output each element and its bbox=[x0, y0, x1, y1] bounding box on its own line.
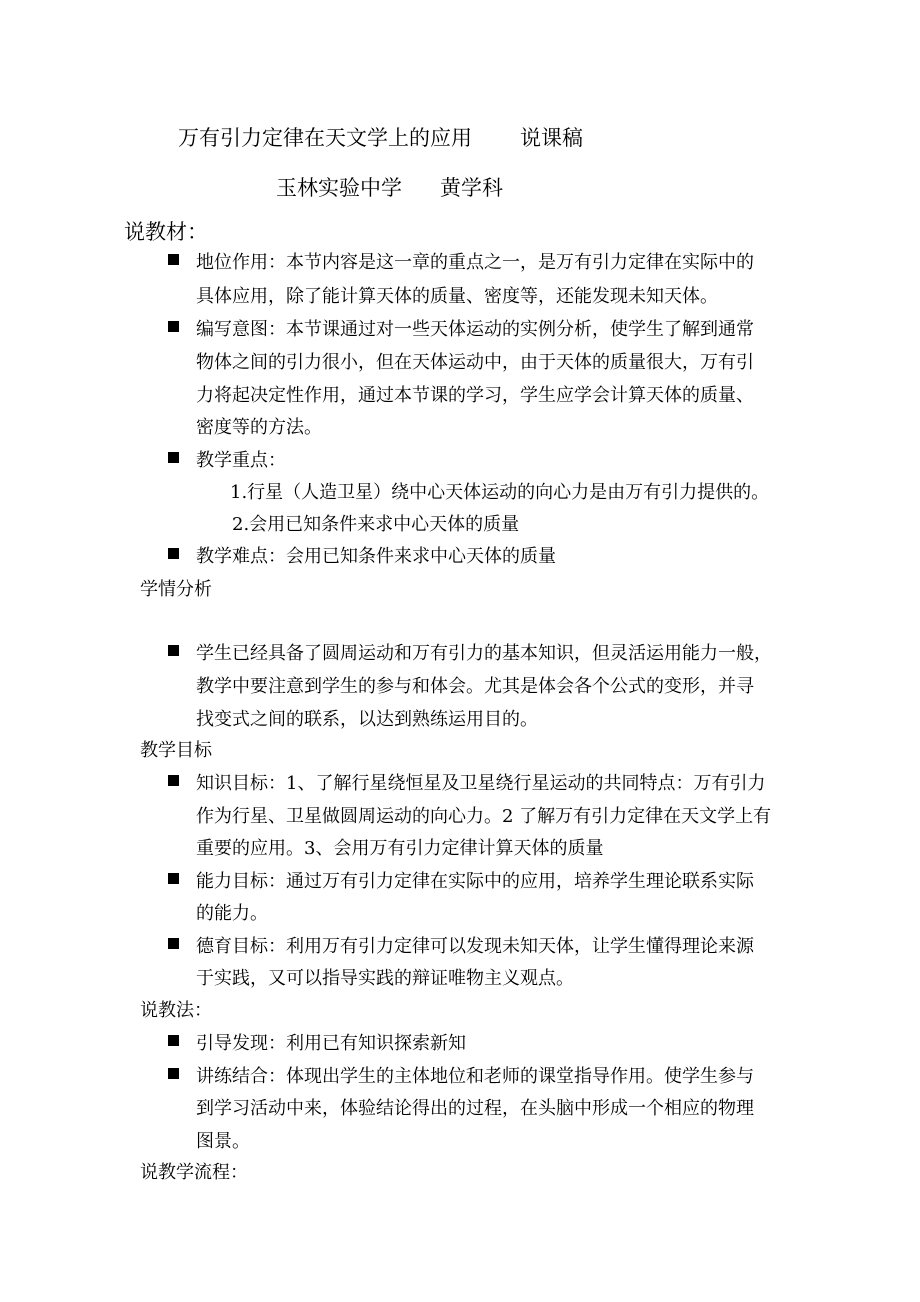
square-bullet-icon bbox=[168, 321, 179, 332]
goals-knowledge-line-3: 重要的应用。3、会用万有引力定律计算天体的质量 bbox=[196, 838, 604, 859]
methods-guide-line-1: 引导发现：利用已有知识探索新知 bbox=[196, 1033, 466, 1054]
goals-knowledge-line-2: 作为行星、卫星做圆周运动的向心力。2 了解万有引力定律在天文学上有 bbox=[196, 806, 772, 827]
key-points-label: 教学重点： bbox=[196, 450, 286, 471]
textbook-position-line-1: 地位作用：本节内容是这一章的重点之一，是万有引力定律在实际中的 bbox=[196, 252, 754, 273]
section-heading-students: 学情分析 bbox=[140, 579, 212, 600]
author-school: 玉林实验中学 bbox=[276, 176, 402, 200]
square-bullet-icon bbox=[168, 1068, 179, 1079]
goals-knowledge-line-1: 知识目标：1、了解行星绕恒星及卫星绕行星运动的共同特点：万有引力 bbox=[196, 773, 766, 794]
textbook-intent-line-3: 力将起决定性作用，通过本节课的学习，学生应学会计算天体的质量、 bbox=[196, 385, 754, 406]
square-bullet-icon bbox=[168, 452, 179, 463]
difficulty-line: 教学难点：会用已知条件来求中心天体的质量 bbox=[196, 546, 556, 567]
key-point-item-2: 2.会用已知条件来求中心天体的质量 bbox=[232, 514, 520, 535]
textbook-intent-line-4: 密度等的方法。 bbox=[196, 417, 322, 438]
square-bullet-icon bbox=[168, 873, 179, 884]
section-heading-process: 说教学流程： bbox=[140, 1162, 248, 1183]
author-name: 黄学科 bbox=[440, 176, 503, 200]
title-sub: 说课稿 bbox=[520, 126, 583, 150]
square-bullet-icon bbox=[168, 254, 179, 265]
goals-ability-line-1: 能力目标：通过万有引力定律在实际中的应用，培养学生理论联系实际 bbox=[196, 871, 754, 892]
methods-practice-line-2: 到学习活动中来，体验结论得出的过程，在头脑中形成一个相应的物理 bbox=[196, 1098, 754, 1119]
students-line-1: 学生已经具备了圆周运动和万有引力的基本知识，但灵活运用能力一般， bbox=[196, 643, 772, 664]
section-heading-methods: 说教法： bbox=[140, 1000, 212, 1021]
goals-moral-line-2: 于实践，又可以指导实践的辩证唯物主义观点。 bbox=[196, 968, 574, 989]
goals-moral-line-1: 德育目标：利用万有引力定律可以发现未知天体，让学生懂得理论来源 bbox=[196, 936, 754, 957]
textbook-position-line-2: 具体应用，除了能计算天体的质量、密度等，还能发现未知天体。 bbox=[196, 286, 718, 307]
author-line bbox=[276, 172, 503, 202]
textbook-intent-line-2: 物体之间的引力很小，但在天体运动中，由于天体的质量很大，万有引 bbox=[196, 352, 754, 373]
methods-practice-line-3: 图景。 bbox=[196, 1131, 250, 1152]
textbook-intent-line-1: 编写意图：本节课通过对一些天体运动的实例分析，使学生了解到通常 bbox=[196, 319, 754, 340]
square-bullet-icon bbox=[168, 645, 179, 656]
section-heading-goals: 教学目标 bbox=[140, 740, 212, 761]
square-bullet-icon bbox=[168, 938, 179, 949]
methods-practice-line-1: 讲练结合：体现出学生的主体地位和老师的课堂指导作用。使学生参与 bbox=[196, 1066, 754, 1087]
students-line-2: 教学中要注意到学生的参与和体会。尤其是体会各个公式的变形，并寻 bbox=[196, 676, 754, 697]
square-bullet-icon bbox=[168, 775, 179, 786]
square-bullet-icon bbox=[168, 1035, 179, 1046]
goals-ability-line-2: 的能力。 bbox=[196, 903, 268, 924]
section-heading-textbook: 说教材： bbox=[124, 220, 208, 244]
students-line-3: 找变式之间的联系，以达到熟练运用目的。 bbox=[196, 709, 538, 730]
title-main: 万有引力定律在天文学上的应用 bbox=[178, 126, 472, 150]
square-bullet-icon bbox=[168, 548, 179, 559]
document-title bbox=[178, 122, 583, 152]
key-point-item-1: 1.行星（人造卫星）绕中心天体运动的向心力是由万有引力提供的。 bbox=[230, 482, 770, 503]
